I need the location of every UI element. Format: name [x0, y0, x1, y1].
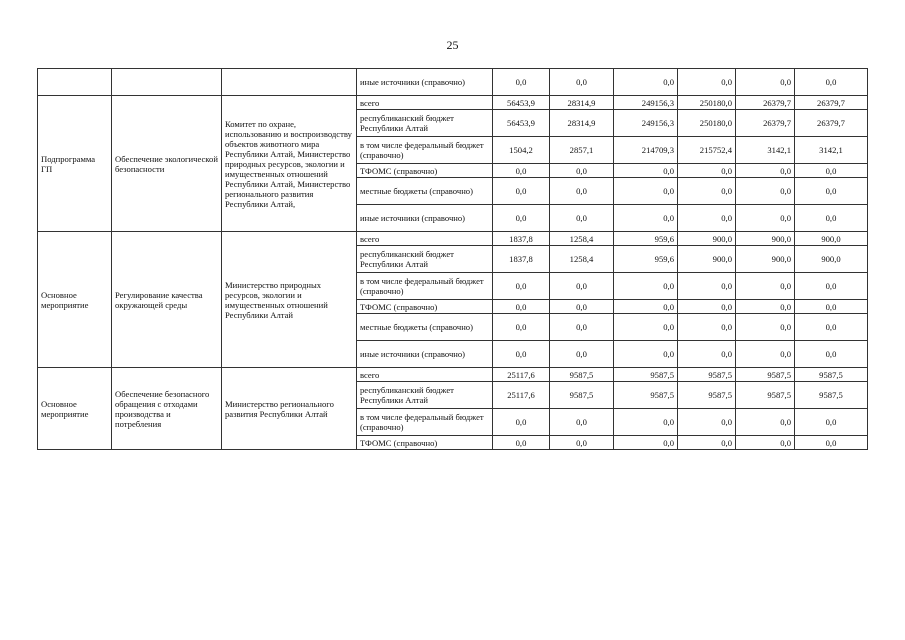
funding-source-cell: в том числе федеральный бюджет (справочно)	[357, 137, 493, 164]
funding-value-cell: 9587,5	[614, 382, 678, 409]
table-row	[38, 232, 868, 246]
funding-value-cell: 0,0	[493, 273, 550, 300]
funding-value-cell: 0,0	[493, 178, 550, 205]
program-title-cell	[112, 69, 222, 96]
funding-value-cell: 250180,0	[678, 110, 736, 137]
funding-source-cell: иные источники (справочно)	[357, 341, 493, 368]
funding-value-cell: 0,0	[493, 436, 550, 450]
funding-value-cell: 0,0	[736, 300, 795, 314]
funding-value-cell: 214709,3	[614, 137, 678, 164]
funding-value-cell: 25117,6	[493, 368, 550, 382]
funding-value-cell: 0,0	[678, 341, 736, 368]
responsible-executor-cell: Министерство природных ресурсов, экологии и имущественных отношений Республики Алтай	[222, 232, 357, 368]
funding-value-cell: 0,0	[493, 300, 550, 314]
funding-value-cell: 900,0	[795, 232, 868, 246]
funding-source-cell: республиканский бюджет Республики Алтай	[357, 110, 493, 137]
funding-source-cell: местные бюджеты (справочно)	[357, 178, 493, 205]
program-title-cell: Обеспечение безопасного обращения с отходами производства и потребления	[112, 368, 222, 450]
budget-table	[37, 68, 868, 450]
funding-source-cell: в том числе федеральный бюджет (справочно)	[357, 409, 493, 436]
funding-value-cell: 0,0	[614, 436, 678, 450]
funding-source-cell: всего	[357, 232, 493, 246]
funding-value-cell: 0,0	[678, 178, 736, 205]
responsible-executor-cell: Комитет по охране, использованию и воспроизводству объектов животного мира Республики Алтай, Министерство природных ресурсов, экологии и имущественных отношений Республики Алтай, Министерство регионального развития Республики Алтай,	[222, 96, 357, 232]
funding-value-cell: 0,0	[795, 409, 868, 436]
funding-value-cell: 0,0	[795, 164, 868, 178]
funding-value-cell: 56453,9	[493, 110, 550, 137]
funding-source-cell: ТФОМС (справочно)	[357, 436, 493, 450]
funding-source-cell: в том числе федеральный бюджет (справочно)	[357, 273, 493, 300]
funding-value-cell: 0,0	[493, 341, 550, 368]
page-number: 25	[446, 38, 459, 52]
funding-value-cell: 0,0	[678, 164, 736, 178]
funding-value-cell: 9587,5	[614, 368, 678, 382]
funding-value-cell: 28314,9	[550, 110, 614, 137]
funding-value-cell: 900,0	[736, 232, 795, 246]
funding-value-cell: 0,0	[795, 314, 868, 341]
funding-value-cell: 25117,6	[493, 382, 550, 409]
program-title-cell: Обеспечение экологической безопасности	[112, 96, 222, 232]
funding-value-cell: 9587,5	[550, 382, 614, 409]
responsible-executor-cell: Министерство регионального развития Республики Алтай	[222, 368, 357, 450]
table-row	[38, 69, 868, 96]
funding-value-cell: 1837,8	[493, 246, 550, 273]
funding-source-cell: ТФОМС (справочно)	[357, 164, 493, 178]
funding-value-cell: 0,0	[493, 409, 550, 436]
funding-value-cell: 0,0	[614, 273, 678, 300]
funding-value-cell: 0,0	[736, 164, 795, 178]
funding-value-cell: 9587,5	[795, 368, 868, 382]
funding-value-cell: 0,0	[493, 314, 550, 341]
funding-value-cell: 0,0	[795, 205, 868, 232]
funding-value-cell: 0,0	[614, 300, 678, 314]
funding-value-cell: 3142,1	[736, 137, 795, 164]
funding-value-cell: 0,0	[795, 178, 868, 205]
funding-value-cell: 0,0	[678, 300, 736, 314]
funding-source-cell: ТФОМС (справочно)	[357, 300, 493, 314]
funding-value-cell: 0,0	[614, 205, 678, 232]
program-title-cell: Регулирование качества окружающей среды	[112, 232, 222, 368]
funding-value-cell: 0,0	[550, 409, 614, 436]
funding-value-cell: 0,0	[550, 164, 614, 178]
responsible-executor-cell	[222, 69, 357, 96]
program-type-cell: Подпрограмма ГП	[38, 96, 112, 232]
funding-value-cell: 959,6	[614, 246, 678, 273]
funding-value-cell: 215752,4	[678, 137, 736, 164]
funding-value-cell: 0,0	[493, 205, 550, 232]
funding-value-cell: 0,0	[550, 314, 614, 341]
funding-value-cell: 0,0	[736, 436, 795, 450]
funding-value-cell: 0,0	[614, 314, 678, 341]
funding-value-cell: 0,0	[614, 69, 678, 96]
funding-value-cell: 0,0	[736, 341, 795, 368]
funding-value-cell: 0,0	[493, 69, 550, 96]
funding-value-cell: 26379,7	[795, 96, 868, 110]
funding-value-cell: 0,0	[550, 341, 614, 368]
funding-value-cell: 0,0	[678, 409, 736, 436]
funding-value-cell: 9587,5	[736, 368, 795, 382]
funding-value-cell: 0,0	[795, 273, 868, 300]
funding-value-cell: 0,0	[736, 178, 795, 205]
funding-value-cell: 0,0	[550, 205, 614, 232]
program-type-cell: Основное мероприятие	[38, 232, 112, 368]
funding-value-cell: 0,0	[795, 341, 868, 368]
funding-value-cell: 9587,5	[550, 368, 614, 382]
funding-value-cell: 0,0	[795, 436, 868, 450]
funding-value-cell: 0,0	[795, 300, 868, 314]
funding-value-cell: 0,0	[614, 341, 678, 368]
funding-value-cell: 0,0	[550, 178, 614, 205]
funding-value-cell: 26379,7	[795, 110, 868, 137]
funding-value-cell: 1258,4	[550, 232, 614, 246]
funding-value-cell: 250180,0	[678, 96, 736, 110]
funding-value-cell: 900,0	[678, 246, 736, 273]
funding-value-cell: 28314,9	[550, 96, 614, 110]
funding-value-cell: 900,0	[795, 246, 868, 273]
funding-value-cell: 26379,7	[736, 110, 795, 137]
funding-value-cell: 0,0	[736, 205, 795, 232]
funding-value-cell: 0,0	[678, 69, 736, 96]
funding-value-cell: 959,6	[614, 232, 678, 246]
funding-value-cell: 0,0	[550, 69, 614, 96]
funding-value-cell: 2857,1	[550, 137, 614, 164]
funding-value-cell: 1258,4	[550, 246, 614, 273]
program-type-cell: Основное мероприятие	[38, 368, 112, 450]
funding-source-cell: иные источники (справочно)	[357, 205, 493, 232]
funding-source-cell: всего	[357, 368, 493, 382]
funding-value-cell: 9587,5	[678, 382, 736, 409]
funding-value-cell: 249156,3	[614, 110, 678, 137]
funding-value-cell: 0,0	[736, 409, 795, 436]
funding-value-cell: 0,0	[614, 178, 678, 205]
funding-value-cell: 0,0	[550, 436, 614, 450]
funding-value-cell: 0,0	[736, 314, 795, 341]
funding-source-cell: местные бюджеты (справочно)	[357, 314, 493, 341]
funding-value-cell: 26379,7	[736, 96, 795, 110]
funding-source-cell: республиканский бюджет Республики Алтай	[357, 382, 493, 409]
program-type-cell	[38, 69, 112, 96]
funding-value-cell: 9587,5	[678, 368, 736, 382]
funding-value-cell: 0,0	[550, 300, 614, 314]
funding-value-cell: 249156,3	[614, 96, 678, 110]
funding-value-cell: 0,0	[678, 436, 736, 450]
funding-value-cell: 0,0	[493, 164, 550, 178]
funding-value-cell: 0,0	[614, 164, 678, 178]
funding-value-cell: 3142,1	[795, 137, 868, 164]
funding-value-cell: 0,0	[678, 273, 736, 300]
funding-value-cell: 9587,5	[736, 382, 795, 409]
funding-value-cell: 1837,8	[493, 232, 550, 246]
funding-source-cell: республиканский бюджет Республики Алтай	[357, 246, 493, 273]
funding-value-cell: 0,0	[795, 69, 868, 96]
funding-source-cell: иные источники (справочно)	[357, 69, 493, 96]
funding-value-cell: 56453,9	[493, 96, 550, 110]
funding-value-cell: 0,0	[614, 409, 678, 436]
funding-source-cell: всего	[357, 96, 493, 110]
funding-value-cell: 0,0	[678, 205, 736, 232]
table-row	[38, 368, 868, 382]
funding-value-cell: 1504,2	[493, 137, 550, 164]
funding-value-cell: 9587,5	[795, 382, 868, 409]
funding-value-cell: 0,0	[736, 273, 795, 300]
table-row	[38, 96, 868, 110]
funding-value-cell: 900,0	[736, 246, 795, 273]
funding-value-cell: 0,0	[736, 69, 795, 96]
funding-value-cell: 0,0	[550, 273, 614, 300]
funding-value-cell: 900,0	[678, 232, 736, 246]
funding-value-cell: 0,0	[678, 314, 736, 341]
